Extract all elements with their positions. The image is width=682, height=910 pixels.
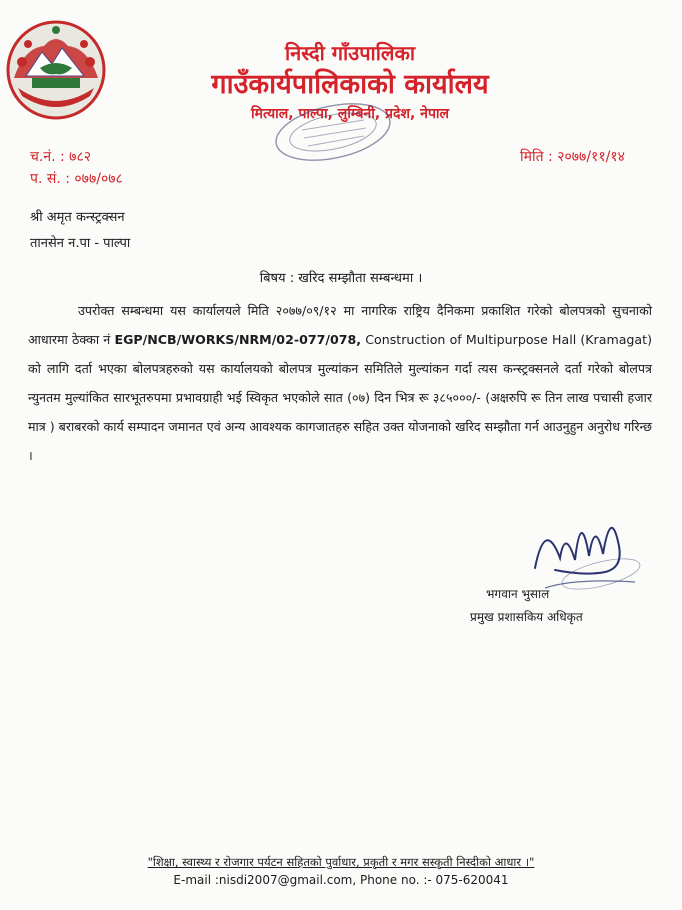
office-stamp [268, 100, 398, 164]
addressee-block [30, 205, 130, 257]
fiscal-year: प. सं. : ०७७/०७८ [30, 171, 123, 187]
office-address: मित्याल, पाल्पा, लुम्बिनी, प्रदेश, नेपाल [250, 106, 450, 122]
reference-block [30, 146, 123, 190]
footer-motto: "शिक्षा, स्वास्थ्य र रोजगार पर्यटन सहितको पुर्वाधार, प्रकृती र मगर सस्कृती निस्दीको आधार ।" [147, 855, 535, 869]
body-part-2: Construction of Multipurpose Hall (Kramagat) को लागि दर्ता भएका बोलपत्रहरुको यस कार्यालयको बोलपत्र मुल्यांकन समितिले मुल्यांकन गर्दा त्यस कन्स्ट्रक्सनले दर्ता गरेको बोलपत्र न्युनतम मुल्यांकित सारभूतरुपमा प्रभावग्राही भई स्विकृत भएकोले सात (०७) दिन भित्र रू ३८५०००/- (अक्षरुपि रू तिन लाख पचासी हजार मात्र ) बराबरको कार्य सम्पादन जमानत एवं अन्य आवश्यक कागजातहरु सहित उक्त योजनाको खरिद सम्झौता गर्न आउनुहुन अनुरोध गरिन्छ । [28, 332, 652, 463]
signatory-title: प्रमुख प्रशासकिय अधिकृत [470, 610, 583, 624]
addressee-location: तानसेन न.पा - पाल्पा [30, 236, 131, 251]
body-part-1: उपरोक्त सम्बन्धमा यस कार्यालयले मिति २०७७/०९/१२ मा नागरिक राष्ट्रिय दैनिकमा प्रकाशित गरेको बोलपत्रको सुचनाको आधारमा ठेक्का नं [28, 303, 652, 347]
letter-body [28, 296, 652, 470]
office-name: गाउँकार्यपालिकाको कार्यालय [211, 69, 489, 100]
letter-number: च.नं. : ७८२ [30, 149, 92, 165]
letter-date: मिति : २०७७/११/१४ [520, 149, 625, 165]
addressee-name: श्री अमृत कन्स्ट्रक्सन [30, 210, 125, 225]
nepal-emblem-logo [4, 18, 108, 122]
letter-subject: बिषय : खरिद सम्झौता सम्बन्धमा । [259, 271, 423, 286]
footer-contact: E-mail :nisdi2007@gmail.com, Phone no. :- 075-620041 [173, 873, 509, 887]
municipality-name: निस्दी गाँउपालिका [284, 41, 416, 65]
signatory-name: भगवान भुसाल [486, 587, 550, 601]
contract-number: EGP/NCB/WORKS/NRM/02-077/078, [114, 332, 362, 347]
